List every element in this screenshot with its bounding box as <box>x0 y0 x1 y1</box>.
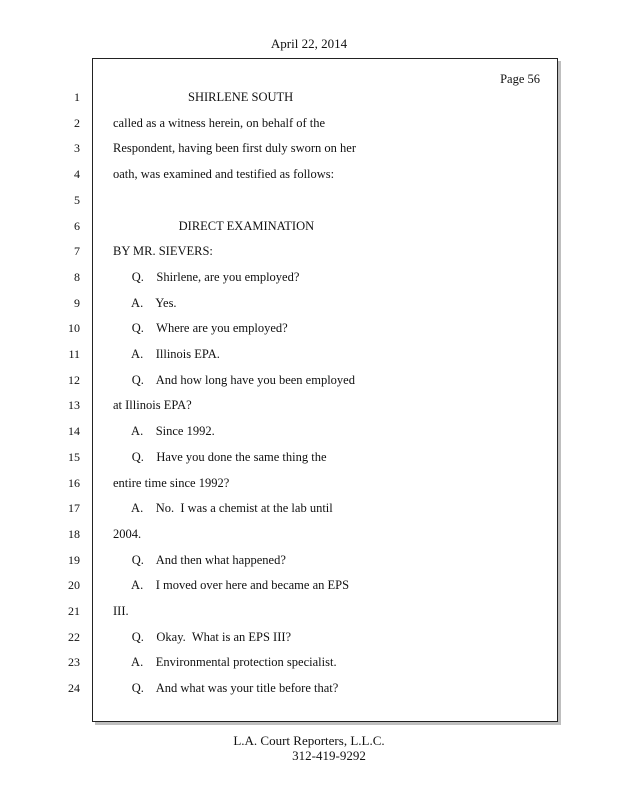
footer-company: L.A. Court Reporters, L.L.C. <box>233 733 385 748</box>
line-text: oath, was examined and testified as follows: <box>113 167 335 182</box>
line-number: 11 <box>68 347 80 361</box>
page-number: Page 56 <box>500 72 540 86</box>
line-number: 22 <box>68 629 80 644</box>
transcript-line <box>0 553 618 573</box>
line-number: 17 <box>68 501 80 516</box>
line-text: Respondent, having been first duly sworn on her <box>113 141 357 156</box>
line-number: 23 <box>68 655 80 670</box>
transcript-line <box>0 398 618 418</box>
transcript-line <box>0 321 618 341</box>
transcript-line <box>0 167 618 187</box>
line-number: 21 <box>68 604 80 618</box>
transcript-line <box>0 373 618 393</box>
line-text: BY MR. SIEVERS: <box>113 244 213 259</box>
transcript-line <box>0 296 618 316</box>
transcript-line <box>0 501 618 521</box>
line-text: A. No. I was a chemist at the lab until <box>113 501 333 516</box>
line-text: entire time since 1992? <box>113 475 230 490</box>
transcript-line <box>0 141 618 161</box>
transcript-line <box>0 90 618 110</box>
transcript-line <box>0 527 618 547</box>
line-text: A. Illinois EPA. <box>113 347 220 361</box>
transcript-line <box>0 424 618 444</box>
line-text: Q. And how long have you been employed <box>113 372 355 387</box>
line-number: 1 <box>74 90 80 104</box>
line-text: Q. And what was your title before that? <box>113 681 339 696</box>
line-number: 18 <box>68 526 80 541</box>
transcript-line <box>0 476 618 496</box>
line-text: at Illinois EPA? <box>113 398 192 413</box>
line-number: 4 <box>74 167 80 182</box>
line-text: A. Since 1992. <box>113 424 215 439</box>
line-number: 10 <box>68 321 80 336</box>
transcript-line <box>0 604 618 624</box>
line-number: 12 <box>68 372 80 387</box>
line-text: Q. Where are you employed? <box>113 321 288 336</box>
line-number: 2 <box>74 115 80 130</box>
transcript-line <box>0 347 618 367</box>
line-number: 19 <box>68 552 80 567</box>
transcript-line <box>0 578 618 598</box>
line-number: 20 <box>68 578 80 593</box>
transcript-line <box>0 270 618 290</box>
transcript-line <box>0 630 618 650</box>
transcript-line <box>0 116 618 136</box>
footer <box>0 733 618 763</box>
line-text: 2004. <box>113 526 142 541</box>
line-number: 16 <box>68 475 80 490</box>
transcript-line <box>0 193 618 213</box>
line-text: A. I moved over here and became an EPS <box>113 578 350 593</box>
line-number: 14 <box>68 424 80 439</box>
line-number: 5 <box>74 192 80 207</box>
line-text: SHIRLENE SOUTH <box>113 90 294 104</box>
line-text: A. Yes. <box>113 295 177 310</box>
footer-phone: 312-419-9292 <box>292 748 366 763</box>
line-text: Q. Have you done the same thing the <box>113 449 327 464</box>
line-number: 6 <box>74 218 80 233</box>
line-text: Q. Shirlene, are you employed? <box>113 269 300 284</box>
transcript-line <box>0 681 618 701</box>
line-number: 7 <box>74 244 80 259</box>
line-text: DIRECT EXAMINATION <box>113 218 315 233</box>
transcript-line <box>0 450 618 470</box>
line-text: Q. And then what happened? <box>113 552 286 567</box>
line-number: 13 <box>68 398 80 413</box>
line-text: called as a witness herein, on behalf of the <box>113 115 326 130</box>
line-text: Q. Okay. What is an EPS III? <box>113 629 292 644</box>
transcript-line <box>0 655 618 675</box>
line-number: 3 <box>74 141 80 156</box>
transcript-line <box>0 219 618 239</box>
line-text: A. Environmental protection specialist. <box>113 655 337 670</box>
line-number: 24 <box>68 681 80 696</box>
line-number: 15 <box>68 449 80 464</box>
line-text: III. <box>113 604 129 618</box>
header-date: April 22, 2014 <box>270 36 348 51</box>
line-number: 9 <box>74 295 80 310</box>
transcript-line <box>0 244 618 264</box>
line-number: 8 <box>74 269 80 284</box>
